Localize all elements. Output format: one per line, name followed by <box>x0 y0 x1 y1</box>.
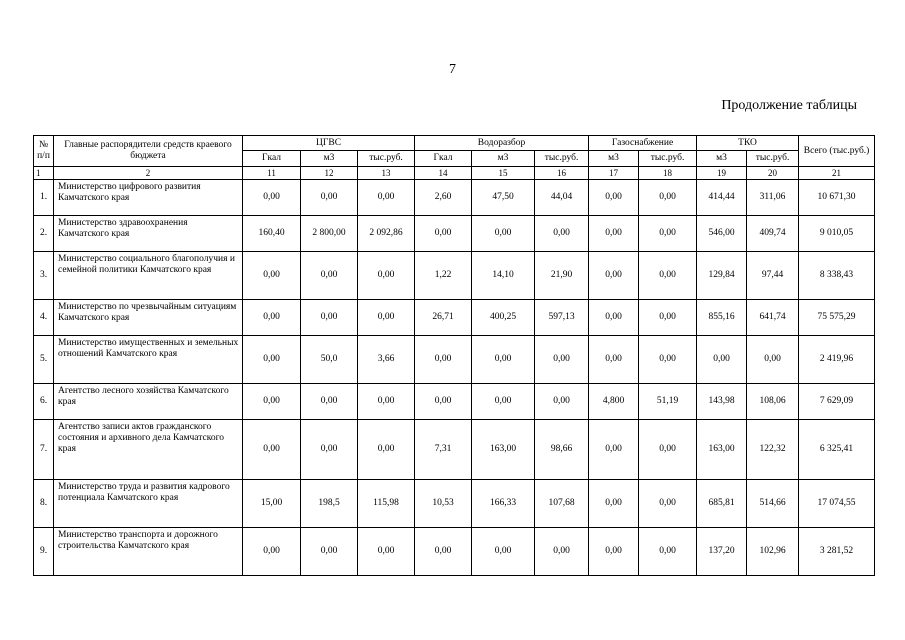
table-row <box>34 180 875 216</box>
row-number: 1. <box>34 180 54 216</box>
column-number: 21 <box>799 167 875 180</box>
row-value: 641,74 <box>747 300 799 336</box>
table-row <box>34 480 875 528</box>
row-value: 2,60 <box>415 180 472 216</box>
row-value: 0,00 <box>358 252 415 300</box>
row-value: 160,40 <box>243 216 301 252</box>
row-value: 0,00 <box>358 528 415 576</box>
row-value: 7,31 <box>415 420 472 480</box>
row-name: Министерство транспорта и дорожного строительства Камчатского края <box>54 528 243 576</box>
row-value: 0,00 <box>472 216 535 252</box>
column-number: 15 <box>472 167 535 180</box>
row-value: 0,00 <box>589 420 639 480</box>
row-value: 51,19 <box>639 384 697 420</box>
row-name: Министерство здравоохранения Камчатского края <box>54 216 243 252</box>
table-row <box>34 420 875 480</box>
row-value: 1,22 <box>415 252 472 300</box>
table-row <box>34 336 875 384</box>
row-value: 0,00 <box>639 336 697 384</box>
header-unit: м3 <box>472 151 535 167</box>
row-value: 26,71 <box>415 300 472 336</box>
row-value: 0,00 <box>639 180 697 216</box>
row-value: 0,00 <box>472 528 535 576</box>
row-value: 75 575,29 <box>799 300 875 336</box>
column-number: 12 <box>301 167 358 180</box>
row-value: 0,00 <box>243 252 301 300</box>
row-value: 3,66 <box>358 336 415 384</box>
row-value: 2 800,00 <box>301 216 358 252</box>
row-value: 0,00 <box>472 384 535 420</box>
column-number: 18 <box>639 167 697 180</box>
row-value: 97,44 <box>747 252 799 300</box>
row-number: 4. <box>34 300 54 336</box>
table-row <box>34 216 875 252</box>
row-value: 0,00 <box>358 384 415 420</box>
row-value: 0,00 <box>639 216 697 252</box>
row-value: 0,00 <box>639 528 697 576</box>
row-number: 9. <box>34 528 54 576</box>
column-number: 13 <box>358 167 415 180</box>
row-value: 0,00 <box>535 384 589 420</box>
row-value: 0,00 <box>301 384 358 420</box>
row-value: 0,00 <box>415 216 472 252</box>
header-unit: тыс.руб. <box>358 151 415 167</box>
row-value: 0,00 <box>639 420 697 480</box>
row-value: 0,00 <box>589 300 639 336</box>
row-value: 6 325,41 <box>799 420 875 480</box>
row-number: 2. <box>34 216 54 252</box>
row-name: Министерство по чрезвычайным ситуациям Камчатского края <box>54 300 243 336</box>
header-unit: м3 <box>697 151 747 167</box>
table-caption: Продолжение таблицы <box>721 98 857 113</box>
budget-table <box>33 135 875 576</box>
table-row <box>34 528 875 576</box>
row-value: 2 419,96 <box>799 336 875 384</box>
row-value: 0,00 <box>243 384 301 420</box>
row-value: 855,16 <box>697 300 747 336</box>
column-number-row <box>34 167 875 180</box>
row-value: 685,81 <box>697 480 747 528</box>
row-value: 0,00 <box>358 420 415 480</box>
row-value: 0,00 <box>243 336 301 384</box>
row-value: 0,00 <box>243 300 301 336</box>
row-number: 3. <box>34 252 54 300</box>
row-name: Министерство труда и развития кадрового потенциала Камчатского края <box>54 480 243 528</box>
row-value: 0,00 <box>358 300 415 336</box>
row-value: 0,00 <box>589 528 639 576</box>
row-name: Агентство лесного хозяйства Камчатского края <box>54 384 243 420</box>
row-value: 163,00 <box>697 420 747 480</box>
table-row <box>34 252 875 300</box>
column-number: 20 <box>747 167 799 180</box>
row-value: 166,33 <box>472 480 535 528</box>
header-unit: м3 <box>589 151 639 167</box>
row-value: 0,00 <box>535 528 589 576</box>
header-group-gas: Газоснабжение <box>589 136 697 151</box>
row-value: 115,98 <box>358 480 415 528</box>
header-group-vodorazbor: Водоразбор <box>415 136 589 151</box>
row-value: 14,10 <box>472 252 535 300</box>
table-row <box>34 384 875 420</box>
row-value: 409,74 <box>747 216 799 252</box>
row-value: 3 281,52 <box>799 528 875 576</box>
row-value: 0,00 <box>415 336 472 384</box>
row-value: 102,96 <box>747 528 799 576</box>
row-value: 198,5 <box>301 480 358 528</box>
column-number: 11 <box>243 167 301 180</box>
row-value: 0,00 <box>301 300 358 336</box>
column-number: 14 <box>415 167 472 180</box>
row-value: 0,00 <box>639 252 697 300</box>
row-value: 108,06 <box>747 384 799 420</box>
row-number: 7. <box>34 420 54 480</box>
column-number: 16 <box>535 167 589 180</box>
row-value: 0,00 <box>415 528 472 576</box>
page-number: 7 <box>449 62 456 77</box>
row-value: 143,98 <box>697 384 747 420</box>
row-value: 514,66 <box>747 480 799 528</box>
header-unit: тыс.руб. <box>535 151 589 167</box>
column-number: 17 <box>589 167 639 180</box>
row-value: 546,00 <box>697 216 747 252</box>
row-value: 0,00 <box>639 300 697 336</box>
row-value: 0,00 <box>589 216 639 252</box>
row-number: 8. <box>34 480 54 528</box>
row-value: 0,00 <box>639 480 697 528</box>
row-value: 2 092,86 <box>358 216 415 252</box>
row-value: 8 338,43 <box>799 252 875 300</box>
row-value: 414,44 <box>697 180 747 216</box>
row-value: 0,00 <box>301 528 358 576</box>
row-value: 0,00 <box>301 252 358 300</box>
column-number: 1 <box>34 167 54 180</box>
header-row-groups <box>34 136 875 151</box>
header-total: Всего (тыс.руб.) <box>799 136 875 167</box>
row-value: 0,00 <box>589 336 639 384</box>
row-value: 0,00 <box>243 420 301 480</box>
row-value: 0,00 <box>415 384 472 420</box>
row-value: 0,00 <box>535 336 589 384</box>
row-name: Агентство записи актов гражданского состояния и архивного дела Камчатского края <box>54 420 243 480</box>
column-number: 19 <box>697 167 747 180</box>
table-body <box>34 180 875 576</box>
row-value: 0,00 <box>697 336 747 384</box>
row-value: 0,00 <box>589 480 639 528</box>
header-unit: тыс.руб. <box>639 151 697 167</box>
row-value: 44,04 <box>535 180 589 216</box>
row-name: Министерство имущественных и земельных отношений Камчатского края <box>54 336 243 384</box>
row-value: 0,00 <box>589 252 639 300</box>
header-unit: м3 <box>301 151 358 167</box>
row-value: 0,00 <box>747 336 799 384</box>
row-name: Министерство цифрового развития Камчатского края <box>54 180 243 216</box>
row-value: 107,68 <box>535 480 589 528</box>
row-value: 0,00 <box>358 180 415 216</box>
row-value: 9 010,05 <box>799 216 875 252</box>
row-name: Министерство социального благополучия и семейной политики Камчатского края <box>54 252 243 300</box>
row-value: 98,66 <box>535 420 589 480</box>
row-value: 311,06 <box>747 180 799 216</box>
header-unit: тыс.руб. <box>747 151 799 167</box>
row-value: 0,00 <box>243 180 301 216</box>
row-value: 17 074,55 <box>799 480 875 528</box>
row-value: 10,53 <box>415 480 472 528</box>
row-value: 47,50 <box>472 180 535 216</box>
row-value: 129,84 <box>697 252 747 300</box>
row-value: 10 671,30 <box>799 180 875 216</box>
header-num: № п/п <box>34 136 54 167</box>
row-value: 0,00 <box>589 180 639 216</box>
header-unit: Гкал <box>415 151 472 167</box>
row-value: 0,00 <box>535 216 589 252</box>
row-value: 400,25 <box>472 300 535 336</box>
row-number: 6. <box>34 384 54 420</box>
row-value: 0,00 <box>243 528 301 576</box>
header-unit: Гкал <box>243 151 301 167</box>
row-value: 15,00 <box>243 480 301 528</box>
row-value: 163,00 <box>472 420 535 480</box>
row-value: 50,0 <box>301 336 358 384</box>
row-value: 21,90 <box>535 252 589 300</box>
row-number: 5. <box>34 336 54 384</box>
header-group-cgvs: ЦГВС <box>243 136 415 151</box>
row-value: 0,00 <box>301 420 358 480</box>
table-row <box>34 300 875 336</box>
row-value: 4,800 <box>589 384 639 420</box>
header-name: Главные распорядители средств краевого бюджета <box>54 136 243 167</box>
row-value: 7 629,09 <box>799 384 875 420</box>
header-group-tko: ТКО <box>697 136 799 151</box>
row-value: 597,13 <box>535 300 589 336</box>
column-number: 2 <box>54 167 243 180</box>
row-value: 0,00 <box>472 336 535 384</box>
row-value: 122,32 <box>747 420 799 480</box>
row-value: 0,00 <box>301 180 358 216</box>
row-value: 137,20 <box>697 528 747 576</box>
